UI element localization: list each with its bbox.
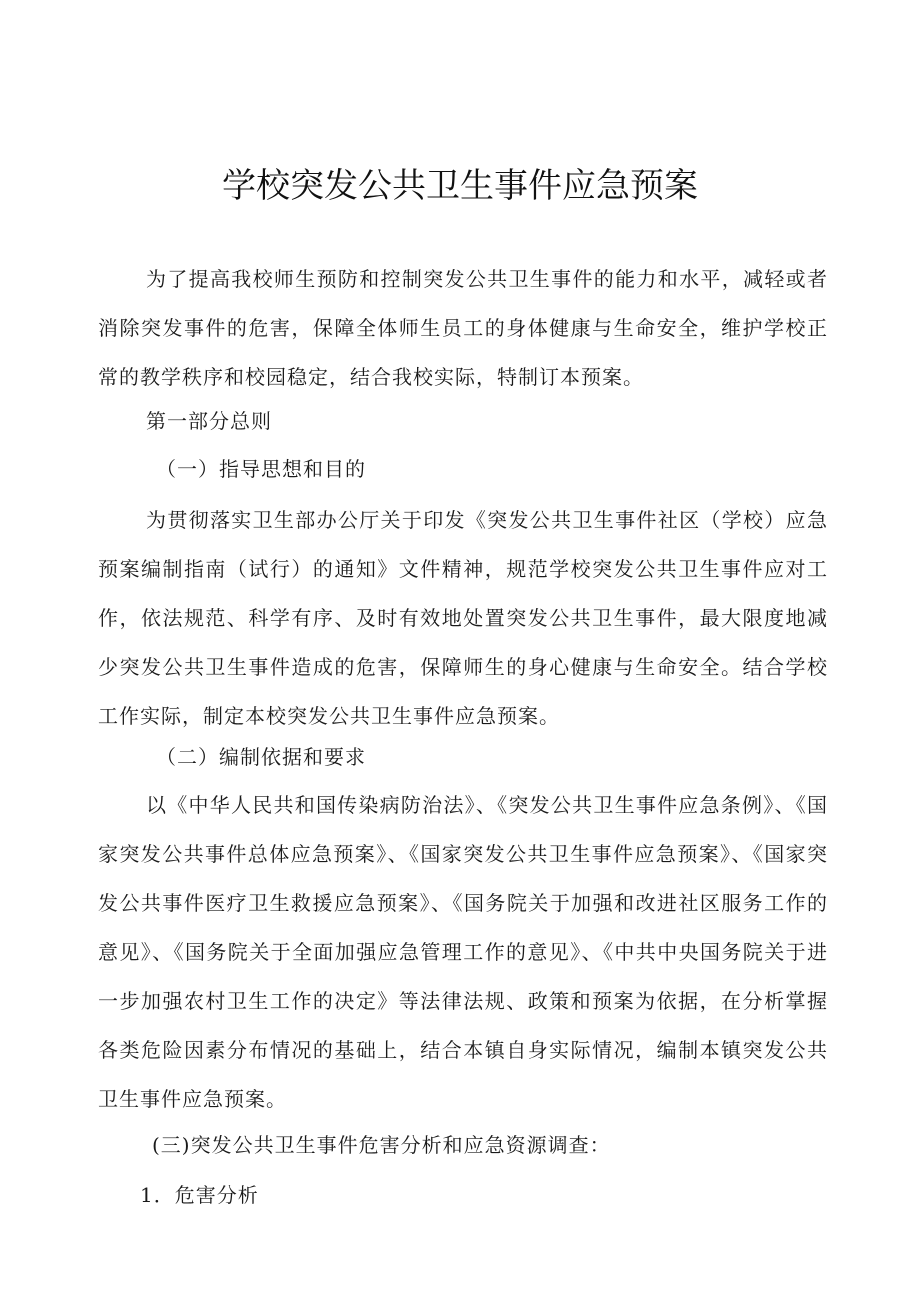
section2-heading: （二）编制依据和要求 xyxy=(156,745,366,769)
part1-heading: 第一部分总则 xyxy=(146,409,272,433)
intro-paragraph: 为了提高我校师生预防和控制突发公共卫生事件的能力和水平，减轻或者消除突发事件的危害，保障全体师生员工的身体健康与生命安全，维护学校正常的教学秩序和校园稳定，结合我校实际，特制订本预案。 xyxy=(98,267,828,389)
section2-body: 以《中华人民共和国传染病防治法》、《突发公共卫生事件应急条例》、《国家突发公共事件总体应急预案》、《国家突发公共卫生事件应急预案》、《国家突发公共事件医疗卫生救援应急预案》、《国务院关于加强和改进社区服务工作的意见》、《国务院关于全面加强应急管理工作的意见》、《中共中央国务院关于进一步加强农村卫生工作的决定》等法律法规、政策和预案为依据，在分析掌握各类危险因素分布情况的基础上，结合本镇自身实际情况，编制本镇突发公共卫生事件应急预案。 xyxy=(98,793,828,1111)
item1-heading: 1．危害分析 xyxy=(140,1183,259,1207)
document-title: 学校突发公共卫生事件应急预案 xyxy=(222,166,698,206)
section1-heading: （一）指导思想和目的 xyxy=(156,457,366,481)
section1-body: 为贯彻落实卫生部办公厅关于印发《突发公共卫生事件社区（学校）应急预案编制指南（试行）的通知》文件精神，规范学校突发公共卫生事件应对工作，依法规范、科学有序、及时有效地处置突发公共卫生事件，最大限度地减少突发公共卫生事件造成的危害，保障师生的身心健康与生命安全。结合学校工作实际，制定本校突发公共卫生事件应急预案。 xyxy=(98,508,828,728)
section3-heading: (三)突发公共卫生事件危害分析和应急资源调查： xyxy=(152,1133,611,1157)
